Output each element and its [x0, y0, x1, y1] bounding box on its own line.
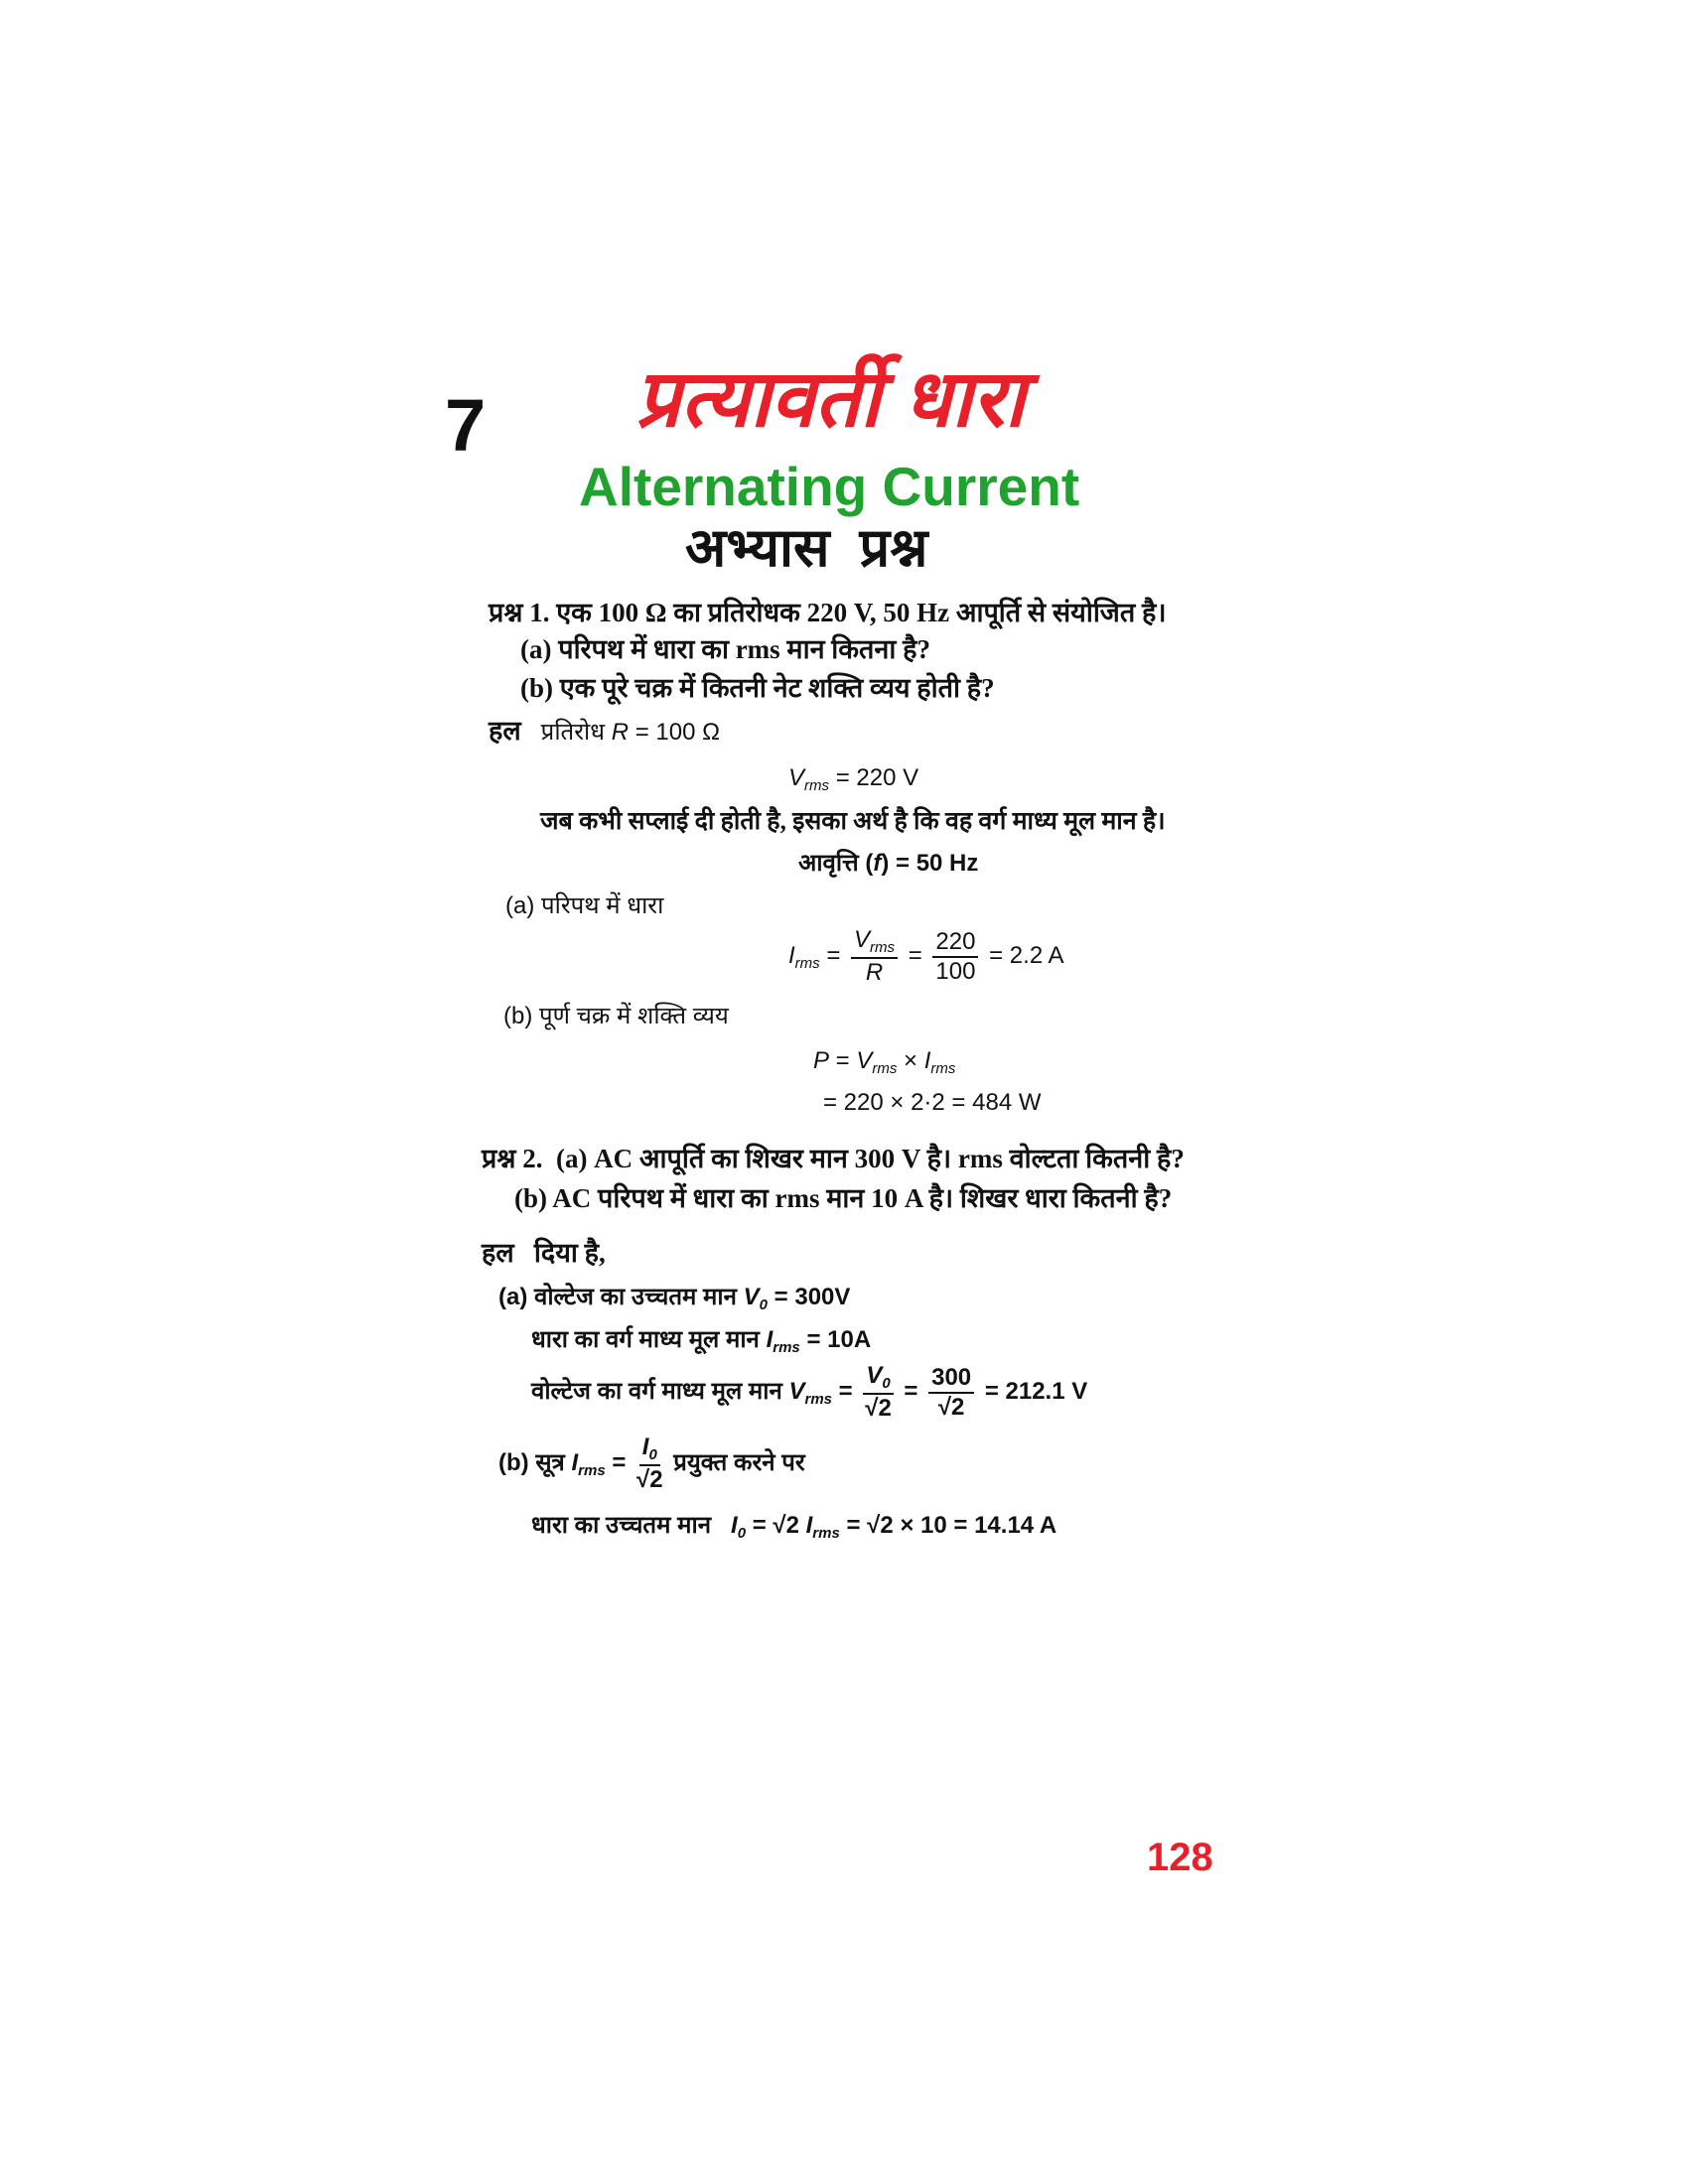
power-formula: $P = V_{rms} \times I_{rms}$ — [813, 1047, 956, 1077]
frequency — [798, 852, 978, 876]
r-value: = 100 Ω — [634, 719, 721, 746]
rms-current: धारा का वर्ग माध्य मूल मान $I_{rms} = 10A$ — [531, 1326, 872, 1356]
vrms-value: = 220 V — [835, 764, 919, 791]
vrms-given: $V_{rms} = 220$ V — [788, 764, 919, 794]
question-1 — [489, 600, 1167, 626]
supply-note: जब कभी सप्लाई दी होती है, इसका अर्थ है कि वह वर्ग माध्य मूल मान है। — [540, 808, 1166, 835]
chapter-title-hindi: प्रत्यावर्ती धारा — [635, 354, 1026, 443]
formula-line: (b) सूत्र $I_{rms}$ = $\frac{I_0}{√2}$ प्रयुक्त करने पर — [498, 1433, 805, 1493]
peak-i-label: धारा का उच्चतम मान — [531, 1512, 712, 1539]
page-number: 128 — [1147, 1836, 1213, 1879]
power-calc: = 220 × 2·2 = 484 W — [823, 1089, 1042, 1116]
irms-result: = 2.2 A — [989, 941, 1064, 969]
solution-2-given — [482, 1240, 606, 1267]
peak-v-value: = 300V — [774, 1284, 851, 1310]
question-2b: (b) AC परिपथ में धारा का rms मान 10 A है। शिखर धारा कितनी है? — [514, 1183, 1173, 1213]
vrms-result: = 212.1 V — [984, 1377, 1088, 1405]
formula-label: (b) सूत्र — [498, 1448, 565, 1476]
chapter-number: 7 — [445, 384, 487, 467]
part-a-label: (a) परिपथ में धारा — [505, 892, 664, 919]
solution-label: हल — [482, 1238, 514, 1268]
question-1b: (b) एक पूरे चक्र में कितनी नेट शक्ति व्यय होती है? — [520, 673, 995, 703]
solution-1-given — [489, 718, 720, 745]
question-text: एक 100 Ω का प्रतिरोधक 220 V, 50 Hz आपूर्ति से संयोजित है। — [556, 598, 1167, 627]
peak-current: धारा का उच्चतम मान $I_0 = √2$ $I_{rms} = √2 \times 10 = 14.14$ A — [531, 1512, 1057, 1542]
peak-v-label: (a) वोल्टेज का उच्चतम मान — [498, 1284, 737, 1310]
peak-i-calc: = √2 × 10 = 14.14 A — [846, 1512, 1057, 1539]
freq-var: f — [873, 850, 882, 877]
section-heading: अभ्यास प्रश्न — [685, 518, 928, 578]
solution-label: हल — [489, 716, 521, 746]
irms-value: = 10A — [806, 1326, 872, 1353]
resistance-label: प्रतिरोध — [540, 719, 606, 746]
vrms-label: वोल्टेज का वर्ग माध्य मूल मान — [531, 1377, 782, 1405]
question-2 — [482, 1146, 1185, 1172]
irms-num: 220 — [932, 930, 978, 958]
vrms-num: 300 — [928, 1366, 974, 1394]
peak-voltage: (a) वोल्टेज का उच्चतम मान $V_0 = 300V$ — [498, 1284, 851, 1313]
freq-value: ) = 50 Hz — [881, 850, 979, 877]
question-label: प्रश्न 1. — [489, 598, 550, 627]
question-1a: (a) परिपथ में धारा का rms मान कितना है? — [520, 634, 930, 664]
chapter-title-english: Alternating Current — [579, 456, 1080, 517]
part-b-label: (b) पूर्ण चक्र में शक्ति व्यय — [503, 1003, 729, 1029]
rms-voltage: वोल्टेज का वर्ग माध्य मूल मान $V_{rms}$ = $\frac{V_0}{√2}$ = $\frac{300}{√2}$ = 212.1 V — [531, 1362, 1088, 1422]
freq-label: आवृत्ति ( — [798, 850, 874, 877]
irms-formula: $I_{rms}$ = $\frac{V_{rms}}{R}$ = $\frac{220}{100}$ = 2.2 A — [788, 926, 1064, 986]
r-var: R — [611, 719, 630, 746]
irms-label: धारा का वर्ग माध्य मूल मान — [531, 1326, 760, 1353]
question-2a: (a) AC आपूर्ति का शिखर मान 300 V है। rms वोल्टता कितनी है? — [555, 1144, 1185, 1173]
irms-den: 100 — [935, 957, 976, 985]
formula-after: प्रयुक्त करने पर — [673, 1448, 805, 1476]
given-label: दिया है, — [533, 1238, 606, 1268]
question-label: प्रश्न 2. — [482, 1144, 543, 1173]
